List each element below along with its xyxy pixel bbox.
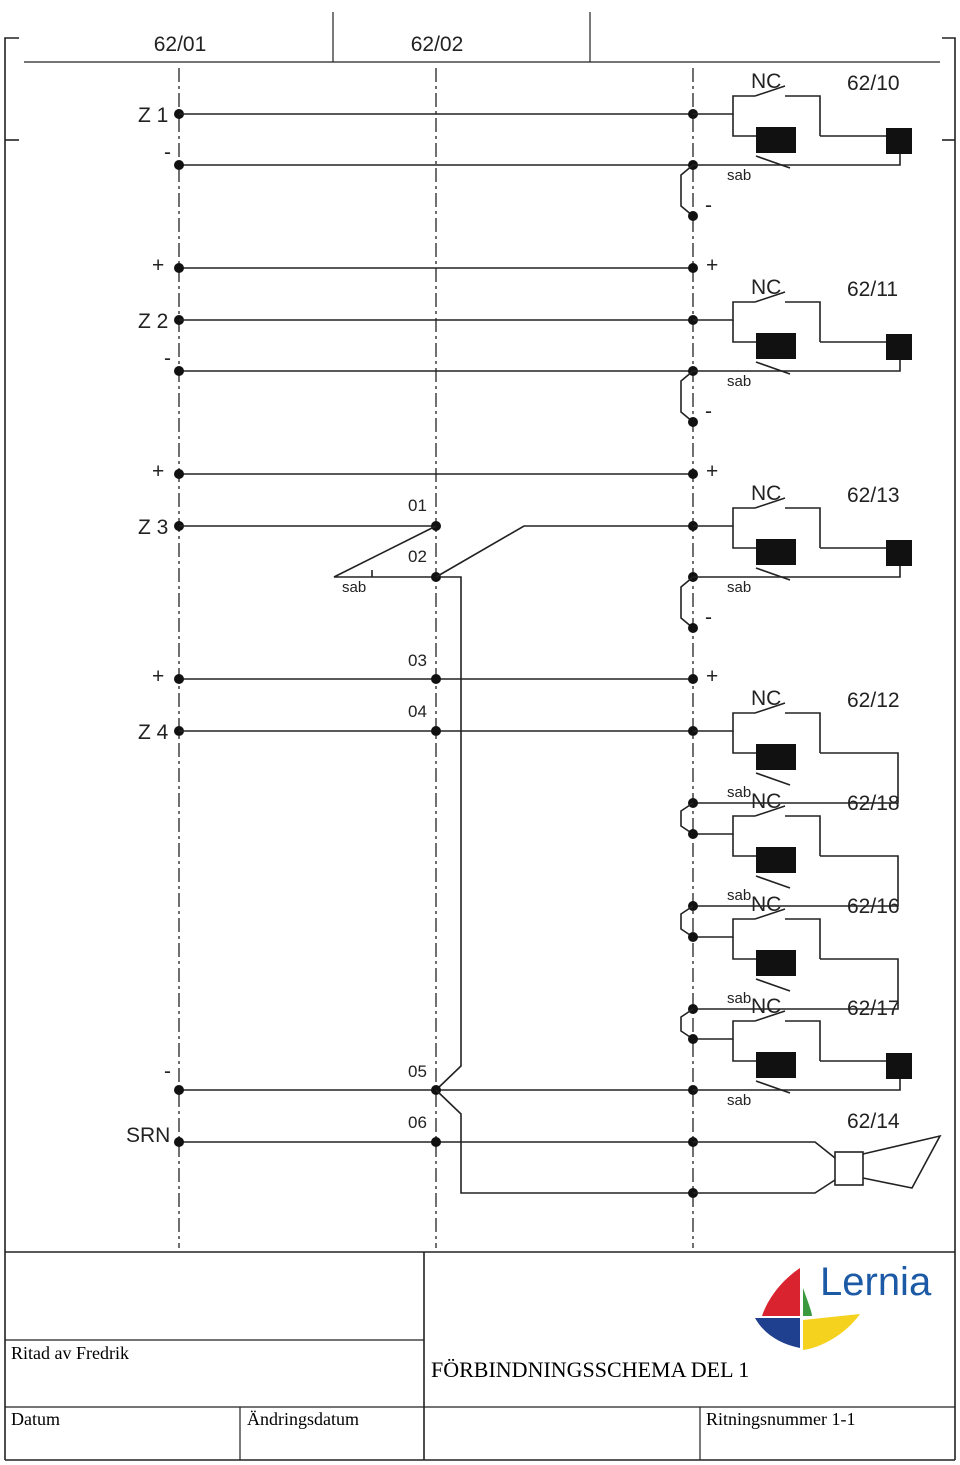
detector-label-62-16: 62/16 <box>847 895 900 918</box>
zone-name-label: Z 4 <box>138 721 169 744</box>
relay-nc-label: NC <box>751 276 782 299</box>
junction-dot <box>174 366 184 376</box>
relay-nc-label: NC <box>751 70 782 93</box>
terminal-label-01: 01 <box>408 496 427 515</box>
sab-contact-arm <box>756 568 790 580</box>
header-col-62-01: 62/01 <box>153 33 207 56</box>
relay-contact-wire <box>693 816 755 834</box>
junction-dot <box>688 623 698 633</box>
lernia-logo <box>755 1260 932 1350</box>
relay-contact-wire <box>693 713 755 731</box>
detector-block <box>886 334 912 360</box>
relay-sab-label: sab <box>727 167 752 184</box>
detector-return-wire <box>693 154 900 165</box>
srn-label: SRN <box>126 1124 171 1147</box>
relay-sab-label: sab <box>727 579 752 596</box>
zone-plus-sign: + <box>152 665 165 688</box>
junction-dot <box>431 726 441 736</box>
relay-coil <box>756 333 796 359</box>
relay-sab-label: sab <box>727 373 752 390</box>
relay-contact-wire <box>693 1021 755 1039</box>
junction-dot <box>688 1034 698 1044</box>
detector-block <box>886 1053 912 1079</box>
detector-block <box>886 540 912 566</box>
relay-nc-label: NC <box>751 482 782 505</box>
relay-coil <box>756 1052 796 1078</box>
relay-sab-label: sab <box>727 784 752 801</box>
right-plus-sign: + <box>706 460 719 483</box>
change-date-label: Ändringsdatum <box>247 1409 359 1429</box>
zone-minus-sign: - <box>164 347 171 370</box>
sab-contact-arm <box>756 156 790 168</box>
relay-coil <box>756 847 796 873</box>
cable-loop <box>681 165 693 216</box>
relay-coil-wire <box>733 834 756 856</box>
relay-coil <box>756 127 796 153</box>
relay-coil <box>756 539 796 565</box>
loop-wire-down <box>436 577 461 1090</box>
detector-return-wire <box>693 566 900 577</box>
tamper-sab-label: sab <box>342 579 367 596</box>
detector-label-62-12: 62/12 <box>847 689 900 712</box>
relay-coil <box>756 744 796 770</box>
sab-contact-arm <box>756 876 790 888</box>
relay-coil <box>756 950 796 976</box>
logo-yellow-petal <box>803 1314 860 1350</box>
terminal-label-03: 03 <box>408 651 427 670</box>
relay-contact-wire <box>693 96 755 114</box>
junction-dot <box>174 160 184 170</box>
relay-sab-label: sab <box>727 990 752 1007</box>
relay-coil-wire <box>733 731 756 753</box>
relay-coil-wire <box>733 320 756 342</box>
detector-label-62-13: 62/13 <box>847 484 900 507</box>
relay-contact-wire <box>693 302 755 320</box>
junction-dot <box>688 417 698 427</box>
terminal-label-02: 02 <box>408 547 427 566</box>
junction-dot <box>431 674 441 684</box>
logo-green-petal <box>803 1288 812 1316</box>
zone-name-label: Z 2 <box>138 310 169 333</box>
drawing-number: Ritningsnummer 1-1 <box>706 1409 856 1429</box>
right-minus-sign: - <box>705 194 712 217</box>
zone-minus-sign: - <box>164 141 171 164</box>
junction-dot <box>174 1137 184 1147</box>
cable-loop <box>681 371 693 422</box>
junction-dot <box>688 469 698 479</box>
sab-contact-arm <box>756 773 790 785</box>
junction-dot <box>688 211 698 221</box>
detector-block <box>886 128 912 154</box>
detector-label-62-17: 62/17 <box>847 997 900 1020</box>
labels <box>126 33 900 1147</box>
relay-nc-label: NC <box>751 687 782 710</box>
junction-dot <box>688 263 698 273</box>
siren-body <box>835 1152 863 1185</box>
junction-dot <box>174 1085 184 1095</box>
relay-contact-wire <box>693 919 755 937</box>
junction-dot <box>174 469 184 479</box>
relay-nc-label: NC <box>751 995 782 1018</box>
siren-horn <box>863 1136 940 1188</box>
right-plus-sign: + <box>706 254 719 277</box>
sab-contact-arm <box>756 362 790 374</box>
date-label: Datum <box>11 1409 60 1429</box>
zone-name-label: Z 1 <box>138 104 169 127</box>
junction-dot <box>688 829 698 839</box>
junction-dot <box>174 263 184 273</box>
detector-return-wire <box>693 1079 900 1090</box>
srn-minus-sign: - <box>164 1060 171 1083</box>
junction-dot <box>174 674 184 684</box>
terminal-label-06: 06 <box>408 1113 427 1132</box>
wires <box>174 68 940 1248</box>
right-minus-sign: - <box>705 400 712 423</box>
siren-wire-bottom <box>693 1180 835 1193</box>
junction-dot <box>431 1137 441 1147</box>
junction-dot <box>688 674 698 684</box>
siren-wire-top <box>693 1142 835 1158</box>
logo-red-petal <box>762 1268 800 1316</box>
zone-plus-sign: + <box>152 460 165 483</box>
header-col-62-02: 62/02 <box>410 33 464 56</box>
logo-blue-petal <box>755 1318 800 1348</box>
relay-sab-label: sab <box>727 1092 752 1109</box>
sab-contact-arm <box>756 1081 790 1093</box>
relay-sab-label: sab <box>727 887 752 904</box>
zone-jumper <box>436 526 693 577</box>
detector-label-62-10: 62/10 <box>847 72 900 95</box>
cable-loop <box>681 577 693 628</box>
terminal-label-04: 04 <box>408 702 427 721</box>
relay-coil-wire <box>733 526 756 548</box>
right-minus-sign: - <box>705 606 712 629</box>
detector-label-62-11: 62/11 <box>847 278 898 301</box>
logo-wordmark: Lernia <box>820 1260 932 1304</box>
terminal-label-05: 05 <box>408 1062 427 1081</box>
detector-return-wire <box>693 360 900 371</box>
frame-left-top <box>5 38 19 1460</box>
relay-coil-wire <box>733 937 756 959</box>
detector-label-62-18: 62/18 <box>847 792 900 815</box>
relay-nc-label: NC <box>751 790 782 813</box>
right-plus-sign: + <box>706 665 719 688</box>
drawn-by: Ritad av Fredrik <box>11 1343 129 1363</box>
frame-right-top <box>942 38 955 1460</box>
zone-plus-sign: + <box>152 254 165 277</box>
relay-nc-label: NC <box>751 893 782 916</box>
drawing-title: FÖRBINDNINGSSCHEMA DEL 1 <box>431 1357 750 1382</box>
relay-contact-wire <box>693 508 755 526</box>
relay-coil-wire <box>733 114 756 136</box>
siren-label: 62/14 <box>847 1110 900 1133</box>
sab-contact-arm <box>756 979 790 991</box>
junction-dot <box>688 932 698 942</box>
zone-name-label: Z 3 <box>138 516 169 539</box>
relay-coil-wire <box>733 1039 756 1061</box>
